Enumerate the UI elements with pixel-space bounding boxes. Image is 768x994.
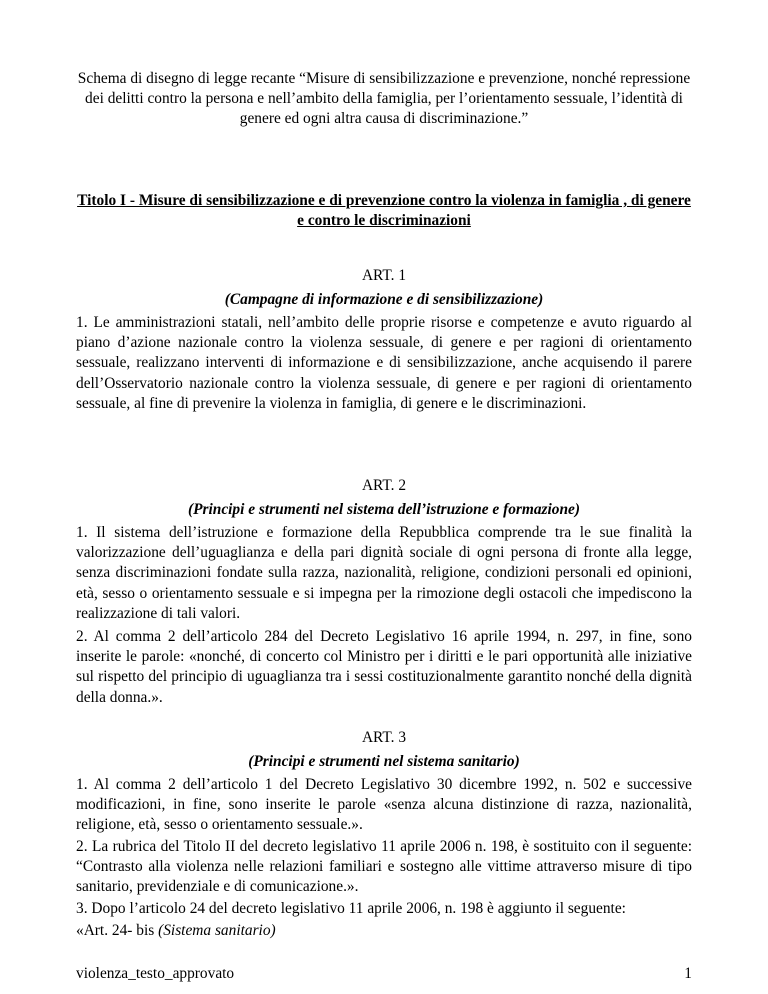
article-24-bis-heading: (Sistema sanitario) <box>158 922 276 939</box>
article-3-paragraph-1: 1. Al comma 2 dell’articolo 1 del Decreto Legislativo 30 dicembre 1992, n. 502 e successive modificazioni, in fine, sono inserite le parole «senza alcuna distinzione di razza, nazionalità, religione, età, sesso o orientamento sessuale.». <box>76 776 692 834</box>
article-2-subtitle: (Principi e strumenti nel sistema dell’istruzione e formazione) <box>187 501 581 518</box>
document-title: Schema di disegno di legge recante “Misure di sensibilizzazione e prevenzione, nonché repressione dei delitti contro la persona e nell’ambito della famiglia, per l’orientamento sessuale, l’identità di genere ed ogni altra causa di discriminazione.” <box>77 70 691 127</box>
article-2-label: ART. 2 <box>361 477 407 494</box>
article-1-label: ART. 1 <box>361 267 407 284</box>
footer-page-number: 1 <box>684 965 692 982</box>
section-heading: Titolo I - Misure di sensibilizzazione e di prevenzione contro la violenza in famiglia , di genere e contro le discriminazioni <box>77 192 691 229</box>
article-3-trailing-line <box>76 921 692 941</box>
article-3-paragraph-2: 2. La rubrica del Titolo II del decreto legislativo 11 aprile 2006 n. 198, è sostituito con il seguente: “Contrasto alla violenza nelle relazioni familiari e sostegno alle vittime attraverso misure di tipo sanitario, previdenziale e di comunicazione.». <box>76 838 692 896</box>
article-3-paragraph-3: 3. Dopo l’articolo 24 del decreto legislativo 11 aprile 2006, n. 198 è aggiunto il seguente: <box>76 900 626 917</box>
article-1-paragraph-1: 1. Le amministrazioni statali, nell’ambito delle proprie risorse e competenze e avuto riguardo al piano d’azione nazionale contro la violenza sessuale, di genere e per ragioni di orientamento sessuale, realizzano interventi di informazione e di sensibilizzazione, anche acquisendo il parere dell’Osservatorio nazionale contro la violenza sessuale, di genere e per ragioni di orientamento sessuale, al fine di prevenire la violenza in famiglia, di genere e le discriminazioni. <box>76 314 692 412</box>
article-2-paragraph-2: 2. Al comma 2 dell’articolo 284 del Decreto Legislativo 16 aprile 1994, n. 297, in fine, sono inserite le parole: «nonché, di concerto col Ministro per i diritti e le pari opportunità alle iniziative sul rispetto del principio di uguaglianza tra i sessi costituzionalmente garantito nonché della dignità della donna.». <box>76 628 692 706</box>
article-24-bis-prefix: «Art. 24- bis <box>76 922 159 939</box>
article-2-paragraph-1: 1. Il sistema dell’istruzione e formazione della Repubblica comprende tra le sue finalità la valorizzazione dell’uguaglianza e della pari dignità sociale di ogni persona di fronte alla legge, senza discriminazioni fondate sulla razza, nazionalità, religione, condizioni personali ed opinioni, età, sesso o orientamento sessuale e si impegna per la rimozione degli ostacoli che impediscono la realizzazione di tali valori. <box>76 524 692 622</box>
article-3-label: ART. 3 <box>361 729 407 746</box>
article-1-subtitle: (Campagne di informazione e di sensibilizzazione) <box>224 291 544 308</box>
footer-filename: violenza_testo_approvato <box>76 965 235 982</box>
article-3-subtitle: (Principi e strumenti nel sistema sanitario) <box>248 753 520 770</box>
